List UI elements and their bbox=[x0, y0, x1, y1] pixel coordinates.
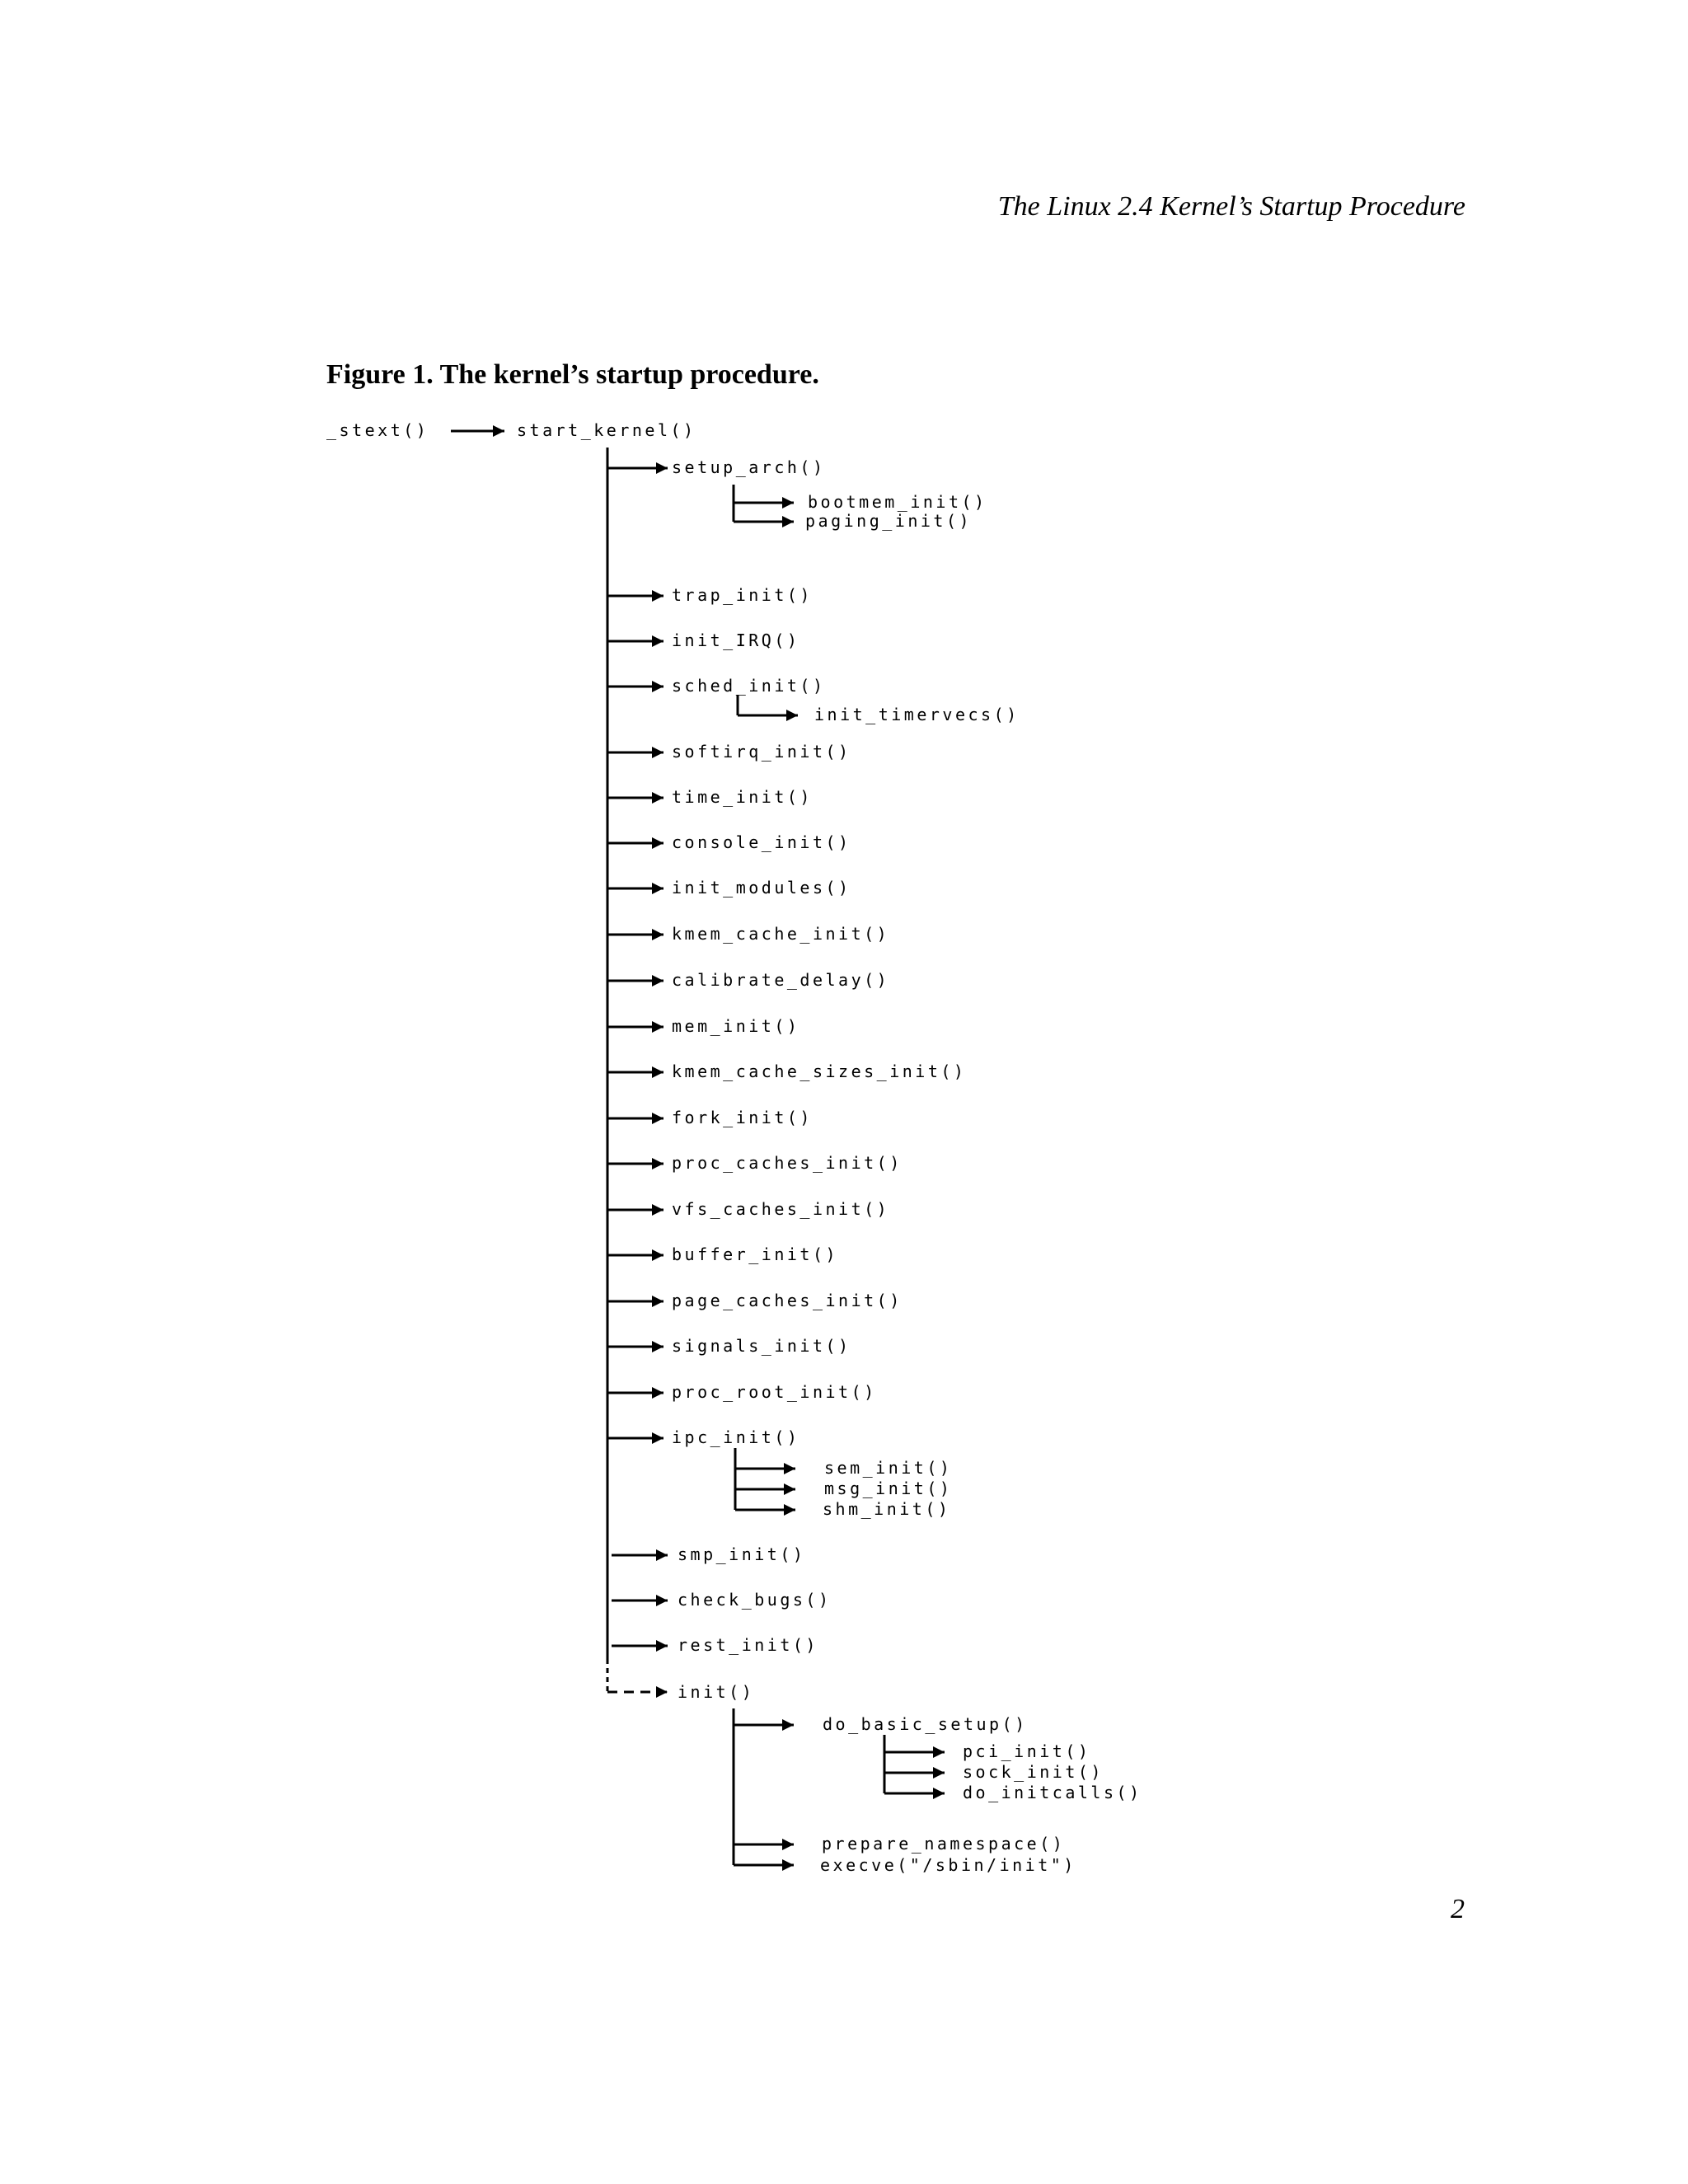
node-sched-init: sched_init() bbox=[672, 676, 826, 696]
node-vfs-caches-init: vfs_caches_init() bbox=[672, 1199, 890, 1219]
node-prepare-namespace: prepare_namespace() bbox=[822, 1834, 1066, 1854]
node-labels bbox=[326, 420, 1142, 1875]
node-smp-init: smp_init() bbox=[678, 1544, 806, 1564]
node-paging-init: paging_init() bbox=[805, 511, 973, 531]
figure-title: Figure 1. The kernel’s startup procedure. bbox=[326, 359, 819, 390]
node-calibrate-delay: calibrate_delay() bbox=[672, 970, 890, 990]
node-init-irq: init_IRQ() bbox=[672, 630, 800, 650]
node-signals-init: signals_init() bbox=[672, 1336, 851, 1356]
node-console-init: console_init() bbox=[672, 832, 851, 852]
node-sem-init: sem_init() bbox=[824, 1458, 953, 1478]
node-check-bugs: check_bugs() bbox=[678, 1590, 832, 1610]
node-init-timervecs: init_timervecs() bbox=[814, 705, 1020, 724]
node-softirq-init: softirq_init() bbox=[672, 742, 851, 762]
node-kmem-cache-sizes-init: kmem_cache_sizes_init() bbox=[672, 1062, 967, 1081]
node-proc-caches-init: proc_caches_init() bbox=[672, 1153, 903, 1173]
node-ipc-init: ipc_init() bbox=[672, 1427, 800, 1447]
node-pci-init: pci_init() bbox=[963, 1741, 1091, 1761]
page-number: 2 bbox=[1451, 1894, 1465, 1924]
node-kmem-cache-init: kmem_cache_init() bbox=[672, 924, 890, 944]
node-init: init() bbox=[678, 1682, 755, 1702]
node-execve: execve("/sbin/init") bbox=[820, 1855, 1076, 1875]
node-init-modules: init_modules() bbox=[672, 878, 851, 898]
node-start-kernel: start_kernel() bbox=[517, 420, 696, 440]
node-msg-init: msg_init() bbox=[824, 1479, 953, 1498]
node-fork-init: fork_init() bbox=[672, 1108, 813, 1127]
running-header: The Linux 2.4 Kernel’s Startup Procedure bbox=[997, 191, 1465, 222]
node-bootmem-init: bootmem_init() bbox=[808, 492, 987, 512]
node-setup-arch: setup_arch() bbox=[672, 457, 826, 477]
node-sock-init: sock_init() bbox=[963, 1762, 1104, 1782]
node-rest-init: rest_init() bbox=[678, 1635, 818, 1655]
node-do-initcalls: do_initcalls() bbox=[963, 1783, 1142, 1802]
node-mem-init: mem_init() bbox=[672, 1016, 800, 1036]
node-time-init: time_init() bbox=[672, 787, 813, 807]
node-stext: _stext() bbox=[326, 420, 429, 440]
node-do-basic-setup: do_basic_setup() bbox=[823, 1714, 1028, 1734]
node-buffer-init: buffer_init() bbox=[672, 1244, 839, 1264]
node-proc-root-init: proc_root_init() bbox=[672, 1382, 877, 1402]
node-shm-init: shm_init() bbox=[823, 1499, 951, 1519]
node-trap-init: trap_init() bbox=[672, 585, 813, 605]
node-page-caches-init: page_caches_init() bbox=[672, 1291, 903, 1310]
